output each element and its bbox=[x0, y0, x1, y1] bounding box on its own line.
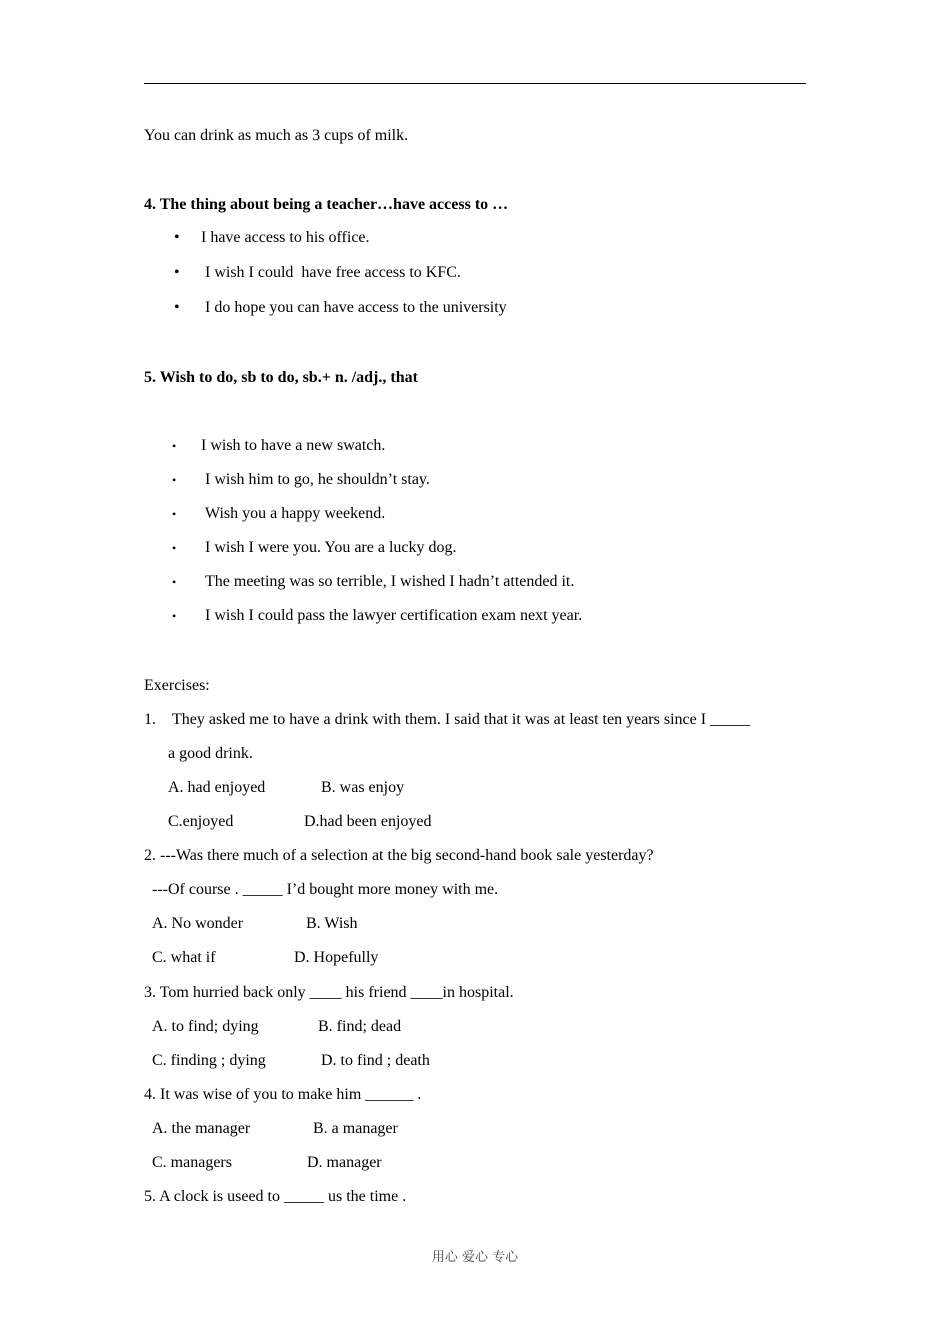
q2-option-b: B. Wish bbox=[306, 915, 358, 932]
q1-option-b: B. was enjoy bbox=[321, 779, 405, 796]
bullet-icon: • bbox=[174, 229, 180, 246]
bullet-icon: • bbox=[172, 473, 177, 487]
q4-text: 4. It was wise of you to make him ______ . bbox=[144, 1086, 422, 1103]
q4-option-b: B. a manager bbox=[313, 1120, 398, 1137]
bullet-icon: • bbox=[172, 439, 177, 453]
header-rule bbox=[144, 83, 806, 84]
q4-option-a: A. the manager bbox=[152, 1120, 251, 1137]
q1-option-a: A. had enjoyed bbox=[168, 779, 266, 796]
list-item: Wish you a happy weekend. bbox=[205, 505, 386, 522]
list-item: I wish I could pass the lawyer certification exam next year. bbox=[205, 607, 583, 624]
q1-option-c: C.enjoyed bbox=[168, 813, 234, 830]
list-item: I do hope you can have access to the university bbox=[205, 299, 507, 316]
q3-option-a: A. to find; dying bbox=[152, 1018, 259, 1035]
intro-text: You can drink as much as 3 cups of milk. bbox=[144, 127, 409, 144]
q5-text: 5. A clock is useed to _____ us the time . bbox=[144, 1188, 407, 1205]
q1-number: 1. bbox=[144, 711, 156, 728]
q3-option-b: B. find; dead bbox=[318, 1018, 402, 1035]
q1-continuation: a good drink. bbox=[168, 745, 253, 762]
section5-heading: 5. Wish to do, sb to do, sb.+ n. /adj., that bbox=[144, 369, 418, 386]
bullet-icon: • bbox=[174, 264, 180, 281]
q3-option-c: C. finding ; dying bbox=[152, 1052, 266, 1069]
q3-text: 3. Tom hurried back only ____ his friend ____in hospital. bbox=[144, 984, 514, 1001]
list-item: I have access to his office. bbox=[201, 229, 370, 246]
q2-option-a: A. No wonder bbox=[152, 915, 244, 932]
bullet-icon: • bbox=[172, 575, 177, 589]
list-item: I wish I could have free access to KFC. bbox=[205, 264, 461, 281]
q4-option-c: C. managers bbox=[152, 1154, 232, 1171]
list-item: I wish I were you. You are a lucky dog. bbox=[205, 539, 457, 556]
q3-option-d: D. to find ; death bbox=[321, 1052, 430, 1069]
list-item: I wish to have a new swatch. bbox=[201, 437, 386, 454]
bullet-icon: • bbox=[174, 299, 180, 316]
q2-option-c: C. what if bbox=[152, 949, 216, 966]
q2-continuation: ---Of course . _____ I’d bought more money with me. bbox=[152, 881, 499, 898]
q1-text: They asked me to have a drink with them. I said that it was at least ten years since I _____ bbox=[172, 711, 751, 728]
section4-heading: 4. The thing about being a teacher…have access to … bbox=[144, 196, 509, 213]
bullet-icon: • bbox=[172, 507, 177, 521]
exercises-label: Exercises: bbox=[144, 677, 210, 694]
bullet-icon: • bbox=[172, 541, 177, 555]
q4-option-d: D. manager bbox=[307, 1154, 382, 1171]
list-item: The meeting was so terrible, I wished I hadn’t attended it. bbox=[205, 573, 575, 590]
page-footer: 用心 爱心 专心 bbox=[431, 1250, 519, 1265]
q1-option-d: D.had been enjoyed bbox=[304, 813, 432, 830]
bullet-icon: • bbox=[172, 609, 177, 623]
list-item: I wish him to go, he shouldn’t stay. bbox=[205, 471, 430, 488]
q2-text: 2. ---Was there much of a selection at the big second-hand book sale yesterday? bbox=[144, 847, 654, 864]
q2-option-d: D. Hopefully bbox=[294, 949, 379, 966]
